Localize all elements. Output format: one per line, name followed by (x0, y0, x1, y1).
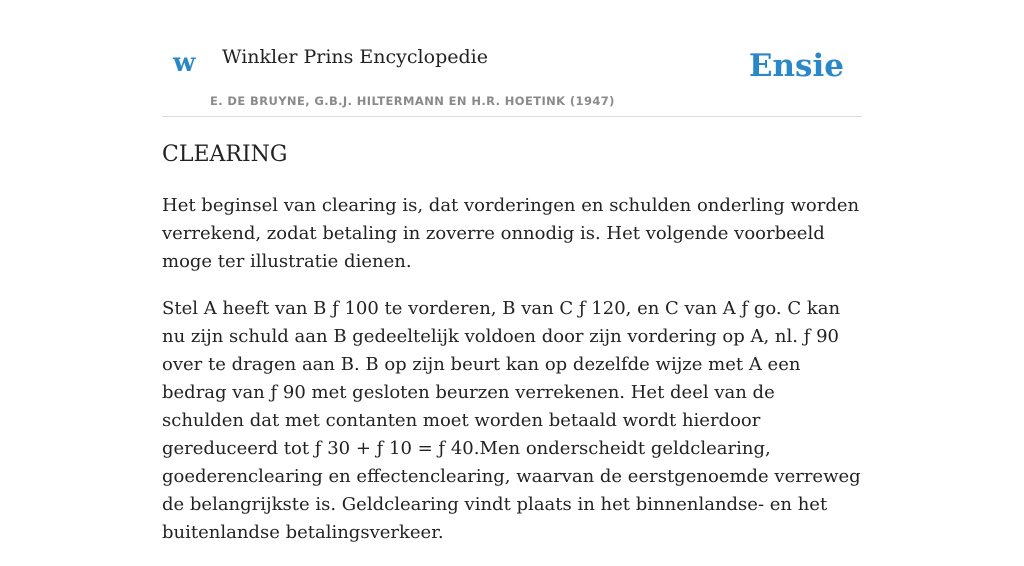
article-paragraph: Het beginsel van clearing is, dat vorderingen en schulden onderling worden verrekend, zodat betaling in zoverre onnodig is. Het volgende voorbeeld moge ter illustratie dienen. (162, 195, 860, 272)
article-title: CLEARING (162, 142, 288, 167)
source-authors: E. DE BRUYNE, G.B.J. HILTERMANN EN H.R. HOETINK (1947) (210, 94, 615, 108)
ensie-logo[interactable]: Ensie (748, 48, 844, 84)
page-header (162, 0, 862, 117)
winkler-prins-logo[interactable]: w (173, 48, 196, 78)
article (162, 140, 862, 566)
source-title[interactable]: Winkler Prins Encyclopedie (222, 46, 488, 68)
article-paragraph: Stel A heeft van B ƒ 100 te vorderen, B van C ƒ 120, en C van A ƒ go. C kan nu zijn schuld aan B gedeeltelijk voldoen door zijn vordering op A, nl. ƒ 90 over te dragen aan B. B op zijn beurt kan op dezelfde wijze met A een bedrag van ƒ 90 met gesloten beurzen verrekenen. Het deel van de schulden dat met contanten moet worden betaald wordt hierdoor gereduceerd tot ƒ 30 + ƒ 10 = ƒ 40.Men onderscheidt geldclearing, goederenclearing en effectenclearing, waarvan de eerstgenoemde verreweg de belangrijkste is. Geldclearing vindt plaats in het binnenlandse- en het buitenlandse betalingsverkeer. (162, 298, 861, 543)
